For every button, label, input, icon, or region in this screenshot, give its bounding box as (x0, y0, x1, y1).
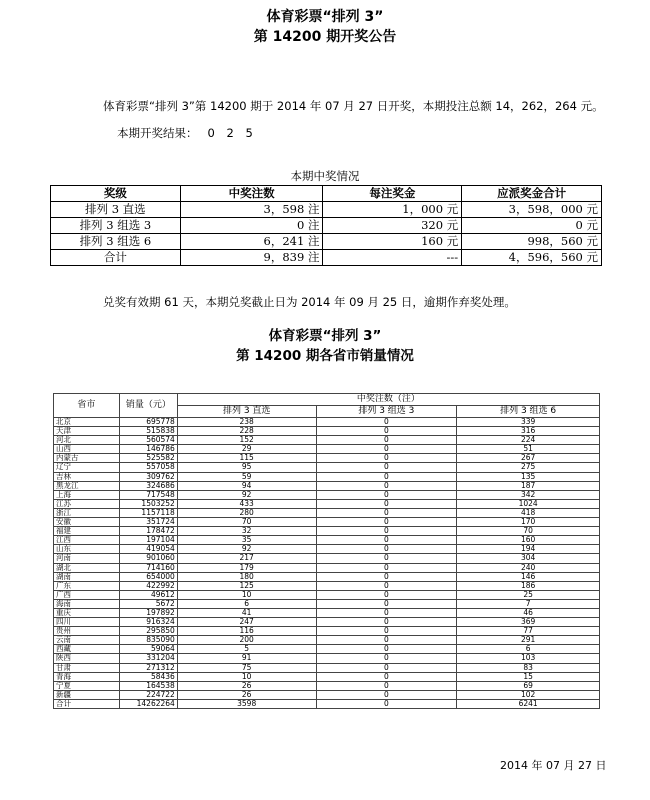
province-cell: 146786 (119, 445, 177, 454)
province-cell: 51 (457, 445, 600, 454)
province-cell: 200 (177, 636, 316, 645)
province-cell: 6241 (457, 699, 600, 708)
province-cell: 5672 (119, 599, 177, 608)
footer-date: 2014 年 07 月 27 日 (500, 759, 607, 772)
winning-cell: 998，560 元 (462, 234, 602, 250)
province-cell: 吉林 (54, 472, 120, 481)
winning-header-cell: 每注奖金 (323, 186, 462, 202)
province-row (54, 481, 600, 490)
province-cell: 6 (457, 645, 600, 654)
province-cell: 北京 (54, 418, 120, 427)
province-cell: 224 (457, 436, 600, 445)
province-row (54, 627, 600, 636)
province-row (54, 436, 600, 445)
province-cell: 0 (316, 527, 457, 536)
winning-cell: 排列 3 组选 6 (51, 234, 181, 250)
province-cell: 河南 (54, 554, 120, 563)
province-cell: 146 (457, 572, 600, 581)
province-cell: 275 (457, 463, 600, 472)
province-row (54, 454, 600, 463)
province-cell: 26 (177, 690, 316, 699)
province-cell: 0 (316, 499, 457, 508)
sales-subtitle: 第 14200 期各省市销量情况 (236, 348, 414, 364)
winning-header-cell: 奖级 (51, 186, 181, 202)
province-cell: 35 (177, 536, 316, 545)
province-cell: 7 (457, 599, 600, 608)
province-cell: 309762 (119, 472, 177, 481)
winning-cell: 0 元 (462, 218, 602, 234)
province-cell: 115 (177, 454, 316, 463)
province-cell: 内蒙古 (54, 454, 120, 463)
province-cell: 广东 (54, 581, 120, 590)
province-cell: 197892 (119, 608, 177, 617)
province-cell: 170 (457, 518, 600, 527)
province-cell: 324686 (119, 481, 177, 490)
draw-result-numbers: 0 2 5 (207, 126, 257, 140)
province-cell: 浙江 (54, 508, 120, 517)
province-cell: 422992 (119, 581, 177, 590)
province-cell: 0 (316, 681, 457, 690)
province-cell: 557058 (119, 463, 177, 472)
province-cell: 217 (177, 554, 316, 563)
province-cell: 25 (457, 590, 600, 599)
province-row (54, 418, 600, 427)
direct-header: 排列 3 直选 (177, 406, 316, 418)
province-cell: 69 (457, 681, 600, 690)
winning-cell: 3，598 注 (180, 202, 323, 218)
province-row (54, 618, 600, 627)
group6-header: 排列 3 组选 6 (457, 406, 600, 418)
winning-cell: 0 注 (180, 218, 323, 234)
province-cell: 0 (316, 608, 457, 617)
province-cell: 267 (457, 454, 600, 463)
claim-deadline: 兑奖有效期 61 天，本期兑奖截止日为 2014 年 09 月 25 日，逾期作弃奖处理。 (103, 295, 516, 309)
province-cell: 辽宁 (54, 463, 120, 472)
province-cell: 316 (457, 427, 600, 436)
winning-cell: --- (323, 250, 462, 266)
province-row (54, 590, 600, 599)
province-cell: 湖南 (54, 572, 120, 581)
province-cell: 58436 (119, 672, 177, 681)
province-row (54, 672, 600, 681)
province-cell: 5 (177, 645, 316, 654)
province-cell: 418 (457, 508, 600, 517)
province-cell: 342 (457, 490, 600, 499)
province-cell: 1157118 (119, 508, 177, 517)
province-cell: 102 (457, 690, 600, 699)
province-cell: 83 (457, 663, 600, 672)
province-row (54, 518, 600, 527)
winning-cell: 4，596，560 元 (462, 250, 602, 266)
province-cell: 江西 (54, 536, 120, 545)
province-cell: 125 (177, 581, 316, 590)
province-cell: 351724 (119, 518, 177, 527)
province-cell: 0 (316, 472, 457, 481)
province-cell: 0 (316, 481, 457, 490)
province-cell: 贵州 (54, 627, 120, 636)
province-cell: 0 (316, 418, 457, 427)
province-cell: 247 (177, 618, 316, 627)
province-cell: 天津 (54, 427, 120, 436)
province-cell: 26 (177, 681, 316, 690)
winning-cell: 320 元 (323, 218, 462, 234)
province-row (54, 445, 600, 454)
announcement-title: 体育彩票“排列 3” (266, 9, 384, 25)
province-cell: 835090 (119, 636, 177, 645)
province-cell: 515838 (119, 427, 177, 436)
province-cell: 654000 (119, 572, 177, 581)
province-cell: 179 (177, 563, 316, 572)
province-cell: 695778 (119, 418, 177, 427)
province-cell: 717548 (119, 490, 177, 499)
province-cell: 0 (316, 554, 457, 563)
province-cell: 369 (457, 618, 600, 627)
winning-cell: 排列 3 组选 3 (51, 218, 181, 234)
province-cell: 433 (177, 499, 316, 508)
province-row (54, 599, 600, 608)
province-row (54, 499, 600, 508)
winning-row (51, 202, 602, 218)
province-cell: 0 (316, 599, 457, 608)
province-cell: 224722 (119, 690, 177, 699)
province-cell: 194 (457, 545, 600, 554)
province-row (54, 690, 600, 699)
province-cell: 0 (316, 654, 457, 663)
province-cell: 92 (177, 545, 316, 554)
province-cell: 1503252 (119, 499, 177, 508)
winning-cell: 1，000 元 (323, 202, 462, 218)
province-row (54, 563, 600, 572)
province-cell: 240 (457, 563, 600, 572)
winning-cell: 排列 3 直选 (51, 202, 181, 218)
amount-header: 销量（元） (119, 394, 177, 418)
province-cell: 河北 (54, 436, 120, 445)
province-cell: 46 (457, 608, 600, 617)
province-cell: 180 (177, 572, 316, 581)
province-cell: 0 (316, 518, 457, 527)
province-cell: 916324 (119, 618, 177, 627)
province-cell: 0 (316, 427, 457, 436)
sales-title: 体育彩票“排列 3” (268, 328, 382, 344)
province-cell: 280 (177, 508, 316, 517)
province-cell: 0 (316, 454, 457, 463)
province-cell: 0 (316, 690, 457, 699)
province-cell: 714160 (119, 563, 177, 572)
province-cell: 合计 (54, 699, 120, 708)
winning-header-cell: 中奖注数 (180, 186, 323, 202)
province-cell: 10 (177, 590, 316, 599)
draw-intro: 体育彩票“排列 3”第 14200 期于 2014 年 07 月 27 日开奖，本期投注总额 14，262，264 元。 (103, 99, 604, 113)
province-cell: 94 (177, 481, 316, 490)
province-cell: 59 (177, 472, 316, 481)
winning-header-row (51, 186, 602, 202)
sales-header-row (54, 394, 600, 406)
province-cell: 云南 (54, 636, 120, 645)
province-row (54, 472, 600, 481)
province-cell: 广西 (54, 590, 120, 599)
province-row (54, 681, 600, 690)
province-cell: 29 (177, 445, 316, 454)
province-cell: 湖北 (54, 563, 120, 572)
province-cell: 0 (316, 636, 457, 645)
province-cell: 青海 (54, 672, 120, 681)
province-cell: 41 (177, 608, 316, 617)
province-cell: 77 (457, 627, 600, 636)
province-cell: 1024 (457, 499, 600, 508)
province-cell: 0 (316, 672, 457, 681)
province-cell: 92 (177, 490, 316, 499)
province-cell: 福建 (54, 527, 120, 536)
province-cell: 304 (457, 554, 600, 563)
winning-cell: 9，839 注 (180, 250, 323, 266)
province-cell: 陕西 (54, 654, 120, 663)
province-cell: 59064 (119, 645, 177, 654)
province-cell: 228 (177, 427, 316, 436)
province-row (54, 581, 600, 590)
province-row (54, 663, 600, 672)
province-row (54, 527, 600, 536)
province-cell: 海南 (54, 599, 120, 608)
province-cell: 安徽 (54, 518, 120, 527)
province-cell: 15 (457, 672, 600, 681)
announcement-subtitle: 第 14200 期开奖公告 (253, 29, 397, 45)
province-cell: 0 (316, 581, 457, 590)
province-cell: 0 (316, 508, 457, 517)
province-cell: 164538 (119, 681, 177, 690)
province-row (54, 699, 600, 708)
province-cell: 178472 (119, 527, 177, 536)
province-cell: 339 (457, 418, 600, 427)
province-cell: 6 (177, 599, 316, 608)
province-sales-table (53, 393, 600, 709)
province-row (54, 463, 600, 472)
draw-result-label: 本期开奖结果： (117, 126, 198, 140)
province-row (54, 427, 600, 436)
province-row (54, 545, 600, 554)
province-cell: 3598 (177, 699, 316, 708)
province-cell: 32 (177, 527, 316, 536)
province-cell: 0 (316, 590, 457, 599)
province-cell: 0 (316, 490, 457, 499)
winning-cell: 合计 (51, 250, 181, 266)
province-cell: 419054 (119, 545, 177, 554)
province-cell: 0 (316, 618, 457, 627)
province-row (54, 636, 600, 645)
province-row (54, 490, 600, 499)
province-cell: 0 (316, 663, 457, 672)
winning-cell: 6，241 注 (180, 234, 323, 250)
province-cell: 135 (457, 472, 600, 481)
province-cell: 152 (177, 436, 316, 445)
province-cell: 160 (457, 536, 600, 545)
province-cell: 0 (316, 545, 457, 554)
winning-row (51, 250, 602, 266)
province-cell: 0 (316, 572, 457, 581)
province-cell: 西藏 (54, 645, 120, 654)
province-cell: 560574 (119, 436, 177, 445)
province-cell: 186 (457, 581, 600, 590)
province-cell: 0 (316, 463, 457, 472)
province-cell: 0 (316, 627, 457, 636)
province-cell: 山东 (54, 545, 120, 554)
winning-header-cell: 应派奖金合计 (462, 186, 602, 202)
province-cell: 14262264 (119, 699, 177, 708)
province-cell: 91 (177, 654, 316, 663)
province-cell: 重庆 (54, 608, 120, 617)
winning-cell: 3，598，000 元 (462, 202, 602, 218)
winning-cell: 160 元 (323, 234, 462, 250)
province-cell: 四川 (54, 618, 120, 627)
province-row (54, 508, 600, 517)
province-cell: 甘肃 (54, 663, 120, 672)
province-cell: 238 (177, 418, 316, 427)
province-row (54, 536, 600, 545)
province-row (54, 554, 600, 563)
province-cell: 901060 (119, 554, 177, 563)
province-cell: 197104 (119, 536, 177, 545)
province-row (54, 608, 600, 617)
province-cell: 新疆 (54, 690, 120, 699)
province-cell: 49612 (119, 590, 177, 599)
winning-row (51, 218, 602, 234)
province-header: 省市 (54, 394, 120, 418)
province-cell: 0 (316, 536, 457, 545)
group3-header: 排列 3 组选 3 (316, 406, 457, 418)
province-cell: 10 (177, 672, 316, 681)
province-cell: 70 (457, 527, 600, 536)
province-cell: 331204 (119, 654, 177, 663)
province-cell: 0 (316, 445, 457, 454)
winning-row (51, 234, 602, 250)
province-cell: 187 (457, 481, 600, 490)
province-cell: 山西 (54, 445, 120, 454)
province-row (54, 645, 600, 654)
province-cell: 291 (457, 636, 600, 645)
province-cell: 0 (316, 645, 457, 654)
province-cell: 70 (177, 518, 316, 527)
province-row (54, 654, 600, 663)
province-cell: 上海 (54, 490, 120, 499)
province-cell: 103 (457, 654, 600, 663)
province-cell: 116 (177, 627, 316, 636)
province-cell: 宁夏 (54, 681, 120, 690)
province-cell: 75 (177, 663, 316, 672)
winning-table (50, 185, 602, 266)
province-cell: 0 (316, 563, 457, 572)
province-row (54, 572, 600, 581)
province-cell: 黑龙江 (54, 481, 120, 490)
winning-caption: 本期中奖情况 (290, 169, 360, 183)
province-cell: 0 (316, 436, 457, 445)
province-cell: 95 (177, 463, 316, 472)
province-cell: 295850 (119, 627, 177, 636)
province-cell: 525582 (119, 454, 177, 463)
province-cell: 271312 (119, 663, 177, 672)
draw-result (117, 125, 257, 141)
winning-count-header: 中奖注数（注） (177, 394, 599, 406)
province-cell: 0 (316, 699, 457, 708)
province-cell: 江苏 (54, 499, 120, 508)
